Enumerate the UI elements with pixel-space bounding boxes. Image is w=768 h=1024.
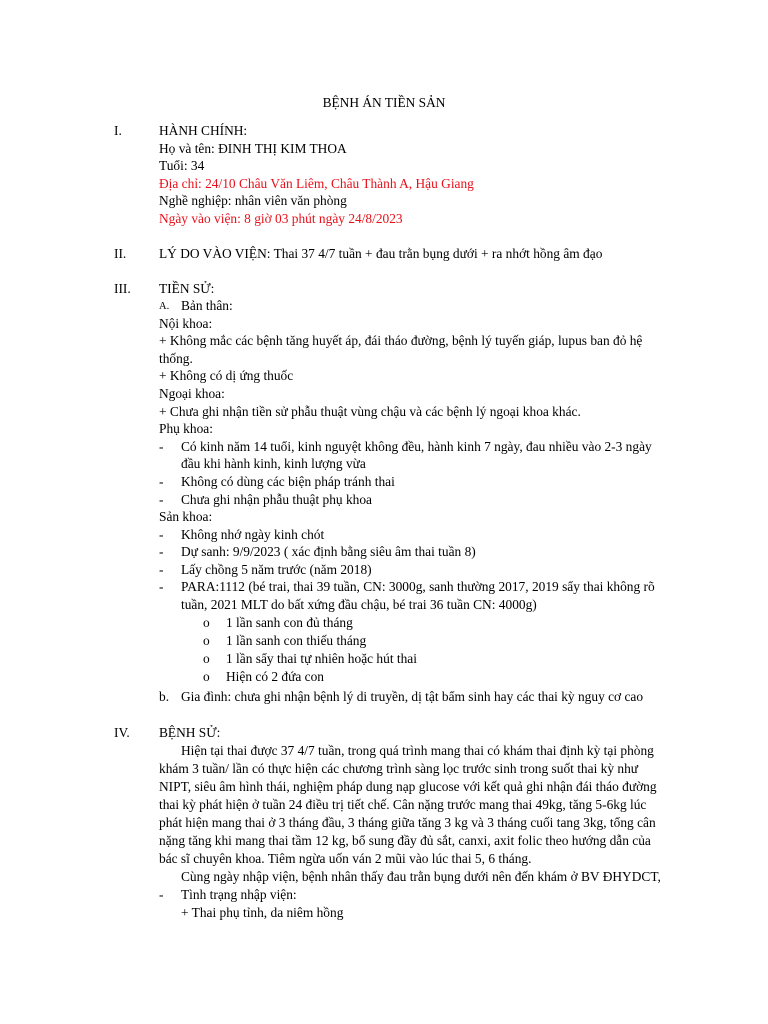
section-1-number: I. [114, 123, 122, 138]
gynecology-item-cont: đầu khi hành kinh, kinh lượng vừa [181, 456, 366, 471]
bullet-dash: - [159, 579, 164, 594]
bullet-dash: - [159, 887, 164, 902]
document-title: BỆNH ÁN TIỀN SẢN [322, 95, 446, 110]
bullet-circle: o [203, 669, 210, 684]
bullet-dash: - [159, 439, 164, 454]
obstetrics-item: PARA:1112 (bé trai, thai 39 tuần, CN: 3000g, sanh thường 2017, 2019 sẩy thai không rõ [181, 579, 655, 594]
section-3-heading: TIỀN SỬ: [159, 281, 215, 296]
bullet-circle: o [203, 615, 210, 630]
history-paragraph-2: Cùng ngày nhập viện, bệnh nhân thấy đau trằn bụng dưới nên đến khám ở BV ĐHYDCT, [181, 869, 661, 884]
history-paragraph-line: nặng tăng khi mang thai tầm 12 kg, bổ sung đầy đủ sắt, canxi, axit folic theo hướng dẫn của [159, 833, 651, 848]
internal-medicine-item: + Không mắc các bệnh tăng huyết áp, đái tháo đường, bệnh lý tuyến giáp, lupus ban đỏ hệ [159, 333, 643, 348]
section-4-heading: BỆNH SỬ: [159, 725, 221, 740]
history-paragraph-line: thai kỳ phát hiện ở tuần 24 điều trị tiết chế. Cân nặng trước mang thai 49kg, tăng 5-6kg lúc [159, 797, 647, 812]
obstetrics-item: Lấy chồng 5 năm trước (năm 2018) [181, 562, 372, 577]
gynecology-item: Có kinh năm 14 tuổi, kinh nguyệt không đều, hành kinh 7 ngày, đau nhiều vào 2-3 ngày [181, 439, 652, 454]
obstetrics-item-cont: tuần, 2021 MLT do bất xứng đầu chậu, bé trai 36 tuần CN: 4000g) [181, 597, 537, 612]
history-paragraph-line: Hiện tại thai được 37 4/7 tuần, trong quá trình mang thai có khám thai định kỳ tại phòng [181, 743, 654, 758]
section-4-number: IV. [114, 725, 130, 740]
bullet-dash: - [159, 474, 164, 489]
family-history: Gia đình: chưa ghi nhận bệnh lý di truyền, dị tật bẩm sinh hay các thai kỳ nguy cơ cao [181, 689, 644, 704]
internal-medicine-label: Nội khoa: [159, 316, 213, 331]
subsection-b-mark: b. [159, 689, 170, 704]
bullet-circle: o [203, 633, 210, 648]
obstetrics-item: Dự sanh: 9/9/2023 ( xác định bằng siêu âm thai tuần 8) [181, 544, 476, 559]
patient-age: Tuổi: 34 [159, 158, 205, 173]
admission-status-label: Tình trạng nhập viện: [181, 887, 297, 902]
gynecology-label: Phụ khoa: [159, 421, 213, 436]
subsection-a-mark: A. [159, 301, 170, 312]
section-3-number: III. [114, 281, 131, 296]
subsection-a-label: Bản thân: [181, 298, 233, 313]
obstetrics-label: Sản khoa: [159, 509, 213, 524]
para-detail: Hiện có 2 đứa con [226, 669, 324, 684]
para-detail: 1 lần sẩy thai tự nhiên hoặc hút thai [226, 651, 417, 666]
bullet-dash: - [159, 492, 164, 507]
obstetrics-item: Không nhớ ngày kinh chót [181, 527, 325, 542]
gynecology-item: Không có dùng các biện pháp tránh thai [181, 474, 395, 489]
patient-job: Nghề nghiệp: nhân viên văn phòng [159, 193, 347, 208]
bullet-dash: - [159, 562, 164, 577]
section-1-heading: HÀNH CHÍNH: [159, 123, 248, 138]
para-detail: 1 lần sanh con đủ tháng [226, 615, 353, 630]
admission-status-item: + Thai phụ tỉnh, da niêm hồng [181, 905, 344, 920]
internal-medicine-item: + Không có dị ứng thuốc [159, 368, 294, 383]
bullet-dash: - [159, 544, 164, 559]
history-paragraph-line: khám 3 tuần/ lần có thực hiện các chương trình sàng lọc trước sinh trong suốt thai kỳ như [159, 761, 639, 776]
history-paragraph-line: phát hiện mang thai ở 3 tháng đầu, 3 tháng giữa tăng 3 kg và 3 tháng cuối tang 3kg, tổng cân [159, 815, 656, 830]
gynecology-item: Chưa ghi nhận phẫu thuật phụ khoa [181, 492, 372, 507]
surgery-label: Ngoại khoa: [159, 386, 225, 401]
internal-medicine-item-cont: thống. [159, 351, 193, 366]
bullet-dash: - [159, 527, 164, 542]
patient-address: Địa chỉ: 24/10 Châu Văn Liêm, Châu Thành A, Hậu Giang [159, 176, 474, 191]
surgery-item: + Chưa ghi nhận tiền sử phẫu thuật vùng chậu và các bệnh lý ngoại khoa khác. [159, 404, 581, 419]
admission-reason: LÝ DO VÀO VIỆN: Thai 37 4/7 tuần + đau trằn bụng dưới + ra nhớt hồng âm đạo [159, 246, 603, 261]
history-paragraph-line: bác sĩ chuyên khoa. Tiêm ngừa uốn ván 2 mũi vào lúc thai 5, 6 tháng. [159, 851, 532, 866]
section-2-number: II. [114, 246, 127, 261]
patient-name: Họ và tên: ĐINH THỊ KIM THOA [159, 141, 347, 156]
bullet-circle: o [203, 651, 210, 666]
admission-date: Ngày vào viện: 8 giờ 03 phút ngày 24/8/2023 [159, 211, 403, 226]
history-paragraph-line: NIPT, siêu âm hình thái, nghiệm pháp dung nạp glucose với kết quả ghi nhận đái tháo đường [159, 779, 657, 794]
para-detail: 1 lần sanh con thiếu tháng [226, 633, 367, 648]
